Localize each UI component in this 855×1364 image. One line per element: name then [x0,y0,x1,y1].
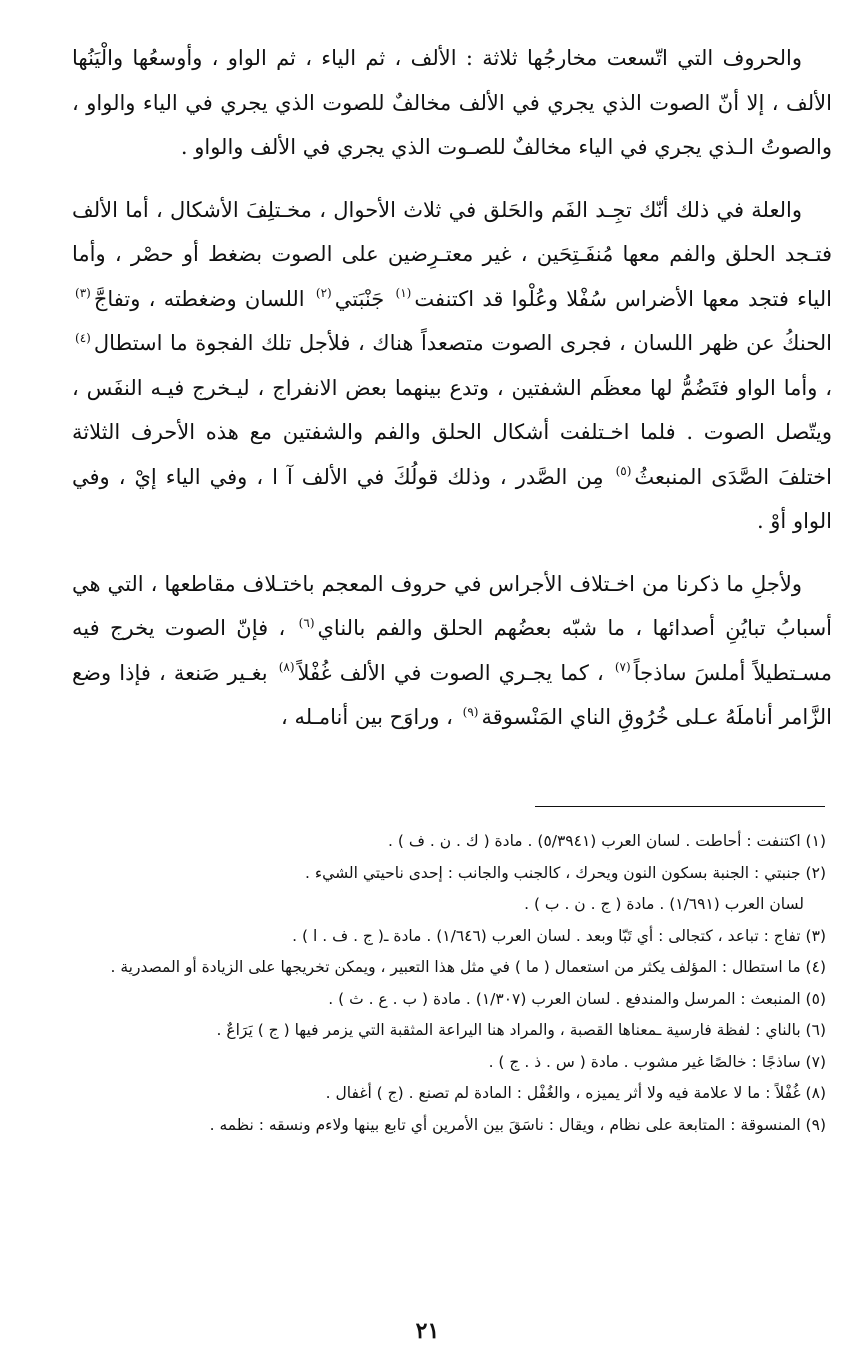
footnote-ref[interactable]: (٤) [75,330,91,345]
footnote-ref[interactable]: (٣) [75,286,91,301]
body-text-run: الحنكُ عن ظهر اللسان ، فجرى الصوت متصعداً هناك ، فلأجل تلك الفجوة ما استطال [93,331,832,355]
main-text [72,36,832,740]
footnote-ref[interactable]: (٥) [615,464,632,479]
footnote: (٢) جنبتي : الجنبة بسكون النون ويحرك ، كالجنب والجانب : إحدى ناحيتي الشيء . [305,863,826,882]
footnote: (٤) ما استطال : المؤلف يكثر من استعمال ( ما ) في مثل هذا التعبير ، ويمكن تخريجها على الزيادة أو المصدرية . [110,958,826,976]
body-text-run: ، وأما الواو فتَضُمُّ لها معظَم الشفتين ، وتدع بينهما بعض الانفراج ، ليـخرج فيـه النفَس ، ويتّصل الصوت . فلما اخـتلفت أشكال الحلق والفم والشفتين مع هذه الأحرف الثلاثة اختلفَ الصَّدَى المنبعثُ [72,375,832,489]
footnote-ref[interactable]: (٦) [298,615,315,630]
body-text-run: بغـير صَنعة ، فإذا وضع الزَّامر أناملَهُ عـلى خُرُوقِ الناي المَنْسوقة [72,660,832,729]
body-paragraph [72,562,832,740]
body-text-run: والعلة في ذلك أنّك تجِـد الفَم والحَلق في ثلاث الأحوال ، مخـتلِفَ الأشكال ، أما الألف فتـجد الحلق والفم معها مُنفَـتِحَين ، غير معتـرِضين على الصوت بضغط أو حصْر ، وأما الياء فتجد معها الأضراس سُفْلا وعُلْوا قد اكتنفت [72,197,833,311]
footnote: (٥) المنبعث : المرسل والمندفع . لسان العرب (١/٣٠٧) . مادة ( ب . ع . ث ) . [328,989,826,1008]
footnote: (٨) غُفْلاً : ما لا علامة فيه ولا أثر يميزه ، والغُفْل : المادة لم تصنع . (ج ) أغفال . [325,1084,826,1102]
body-text-run: ، فإنّ الصوت يخرج فيه مسـتطيلاً أملسَ ساذجاً [72,616,832,685]
footnote: (٧) ساذجًا : خالصًا غير مشوب . مادة ( س . ذ . ج ) . [488,1052,826,1071]
footnote-ref[interactable]: (٢) [315,286,332,301]
body-text-run: جَنْبَتي [334,286,393,311]
footnote: (١) اكتنفت : أحاطت . لسان العرب (٥/٣٩٤١) . مادة ( ك . ن . ف ) . [388,832,826,850]
footnote-separator [535,806,825,807]
body-text-run: ، وراوَح بين أنامـله ، [281,705,460,729]
body-paragraph [72,36,832,170]
body-text-run: ، كما يجـري الصوت في الألف غُفْلاً [297,660,612,685]
body-text-run: مِن الصَّدر ، وذلك قولُكَ في الألف آ ا ، وفي الياء إيْ ، وفي الواو أوْ . [72,464,832,533]
body-text-run: ولأجلِ ما ذكرنا من اخـتلاف الأجراس في حروف المعجم باختـلاف مقاطعها ، التي هي أسبابُ تبايُنِ أصدائها ، ما شبّه بعضُهم الحلق والفم بالناي [72,571,832,640]
footnote-ref[interactable]: (٨) [278,660,295,675]
footnotes [60,826,826,1141]
body-text-run: والحروف التي اتّسعت مخارجُها ثلاثة : الألف ، ثم الياء ، ثم الواو ، وأوسعُها والْيَنُها الألف ، إلا أنّ الصوت الذي يجري في الألف مخالفٌ للصوت الذي يجري في الياء والواو ، والصوتُ الـذي يجري في الياء مخالفٌ للصـوت الذي يجري في الألف والواو . [72,46,832,159]
footnote-ref[interactable]: (٧) [614,660,631,675]
footnote: (٣) تفاج : تباعد ، كتجالى : أي تَبّا وبعد . لسان العرب (١/٦٤٦) . مادة ـ( ج . ف . ا ) . [292,926,826,945]
footnote: (٩) المنسوقة : المتابعة على نظام ، ويقال : ناسَقَ بين الأمرين أي تابع بينها ولاءم ونسقه : نظمه . [209,1115,826,1134]
footnote: (٦) بالناي : لفظة فارسية ـمعناها القصبة ، والمراد هنا اليراعة المثقبة التي يزمر فيها ( ج ) يَرَاعٌ . [216,1021,826,1039]
footnote-ref[interactable]: (١) [395,286,412,301]
footnote: لسان العرب (١/٦٩١) . مادة ( ج . ن . ب ) . [524,895,804,913]
body-text-run: اللسان وضغطته ، وتفاجَّ [93,286,313,311]
body-paragraph [72,188,832,544]
page-number: ٢١ [415,1318,440,1344]
footnote-ref[interactable]: (٩) [462,704,479,719]
